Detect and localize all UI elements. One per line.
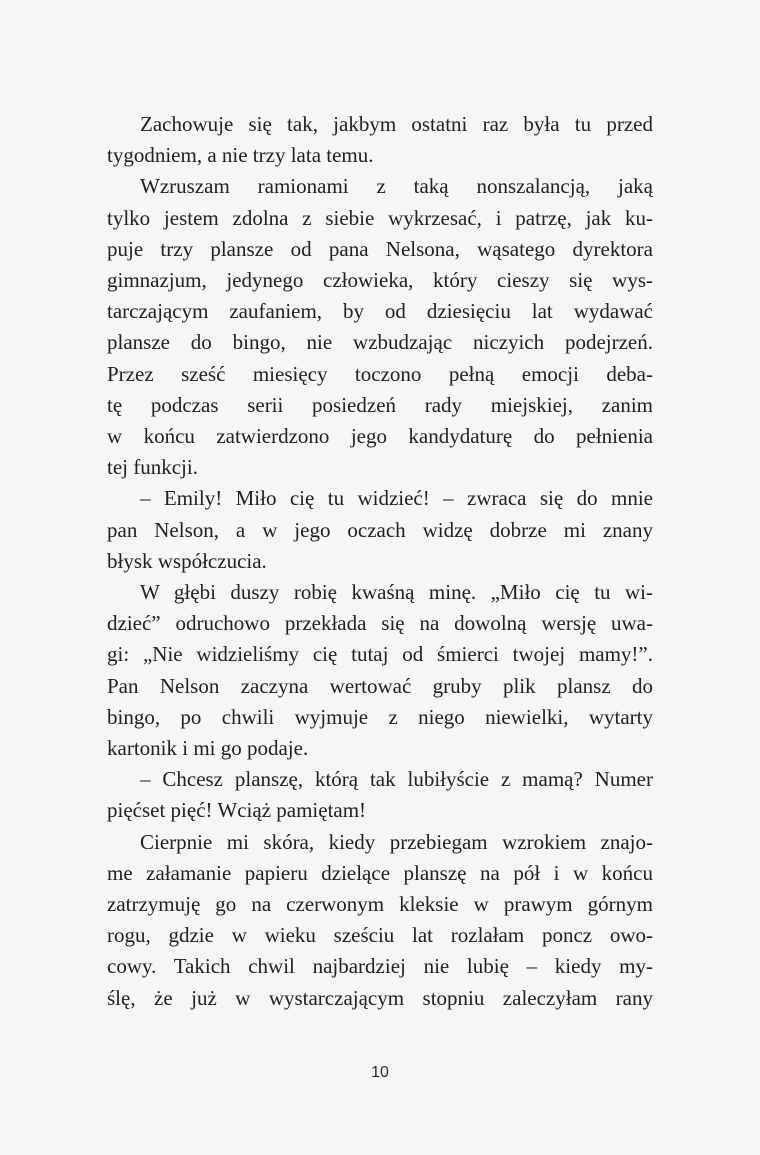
text-line: gi: „Nie widzieliśmy cię tutaj od śmierci twojej mamy!”. xyxy=(107,642,653,667)
text-line: kartonik i mi go podaje. xyxy=(107,736,309,761)
text-line: tygodniem, a nie trzy lata temu. xyxy=(107,143,374,168)
text-line: bingo, po chwili wyjmuje z niego niewielki, wytarty xyxy=(107,704,653,729)
text-line: dzieć” odruchowo przekłada się na dowolną wersję uwa- xyxy=(107,611,653,636)
text-line: tę podczas serii posiedzeń rady miejskiej, zanim xyxy=(107,392,653,417)
text-line: Wzruszam ramionami z taką nonszalancją, jaką xyxy=(140,174,653,199)
text-line: plansze do bingo, nie wzbudzając niczyich podejrzeń. xyxy=(107,330,653,355)
text-line: Przez sześć miesięcy toczono pełną emocji deba- xyxy=(107,361,653,386)
text-line: Cierpnie mi skóra, kiedy przebiegam wzrokiem znajo- xyxy=(140,829,653,854)
text-line: Pan Nelson zaczyna wertować gruby plik plansz do xyxy=(107,673,653,698)
text-line: gimnazjum, jedynego człowieka, który cieszy się wys- xyxy=(107,268,653,293)
text-line: me załamanie papieru dzielące planszę na pół i w końcu xyxy=(107,860,653,885)
text-line: zatrzymuję go na czerwonym kleksie w prawym górnym xyxy=(107,892,653,917)
text-line: Zachowuje się tak, jakbym ostatni raz była tu przed xyxy=(140,112,653,136)
text-line: rogu, gdzie w wieku sześciu lat rozlałam poncz owo- xyxy=(107,923,653,948)
text-line: – Chcesz planszę, którą tak lubiłyście z mamą? Numer xyxy=(140,767,653,792)
text-line: cowy. Takich chwil najbardziej nie lubię – kiedy my- xyxy=(107,954,653,979)
text-line: tej funkcji. xyxy=(107,455,198,480)
text-line: – Emily! Miło cię tu widzieć! – zwraca się do mnie xyxy=(140,486,653,511)
text-line: puje trzy plansze od pana Nelsona, wąsatego dyrektora xyxy=(107,236,653,261)
text-line: ślę, że już w wystarczającym stopniu zaleczyłam rany xyxy=(107,985,653,1010)
text-line: tarczającym zaufaniem, by od dziesięciu lat wydawać xyxy=(107,299,653,324)
text-line: w końcu zatwierdzono jego kandydaturę do pełnienia xyxy=(107,424,653,449)
text-line: pan Nelson, a w jego oczach widzę dobrze mi znany xyxy=(107,517,653,542)
text-line: tylko jestem zdolna z siebie wykrzesać, i patrzę, jak ku- xyxy=(107,205,653,230)
page-number: 10 xyxy=(371,1064,389,1081)
text-line: pięćset pięć! Wciąż pamiętam! xyxy=(107,798,367,823)
text-line: błysk współczucia. xyxy=(107,548,267,573)
body-text xyxy=(107,109,653,1014)
text-line: W głębi duszy robię kwaśną minę. „Miło cię tu wi- xyxy=(140,580,653,605)
